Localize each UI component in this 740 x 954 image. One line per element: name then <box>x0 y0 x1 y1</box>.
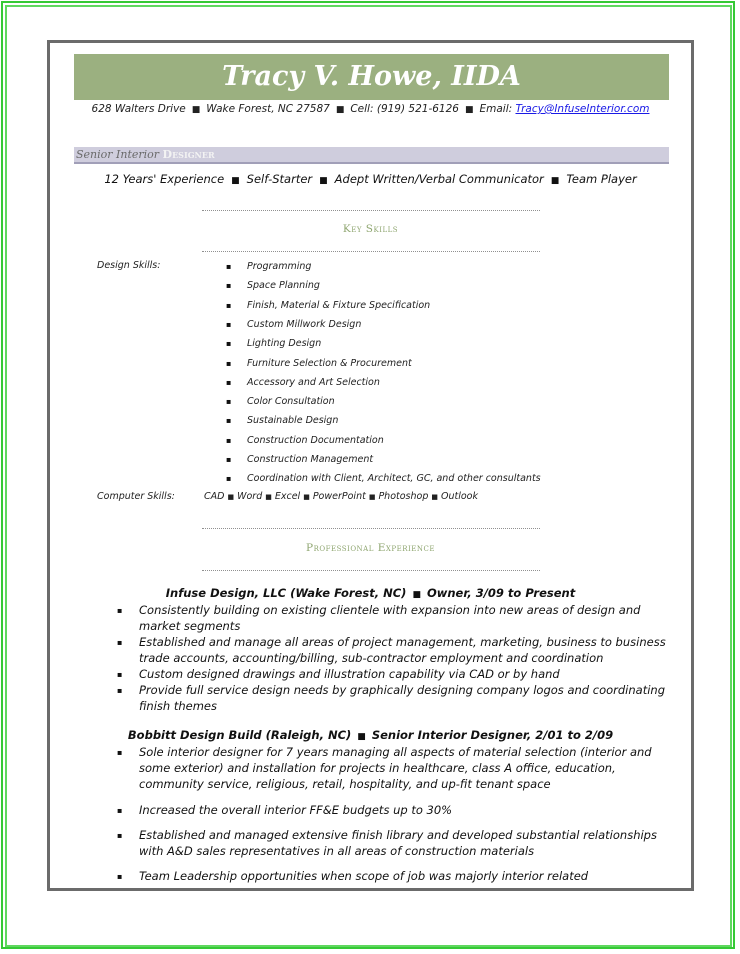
separator: ■ <box>265 493 272 501</box>
design-skill-item: Sustainable Design <box>247 415 339 426</box>
design-skills-label: Design Skills: <box>97 260 161 271</box>
separator: ■ <box>550 176 560 186</box>
divider <box>202 210 540 211</box>
separator: ■ <box>412 590 421 600</box>
job-bullet-text: Sole interior designer for 7 years managing all aspects of material selection (interior and some exterior) and installation for projects in healthcare, class A office, education, community service, religious, retail, hospitality, and up-fit tenant space <box>139 745 652 791</box>
name-banner <box>74 54 669 100</box>
experience-heading: Professional Experience <box>306 542 435 554</box>
separator: ■ <box>191 105 201 115</box>
key-skills-heading: Key Skills <box>342 223 399 235</box>
bullet: ▪ <box>117 872 123 881</box>
candidate-name: Tracy V. Howe, IIDA <box>222 61 521 92</box>
computer-skill: PowerPoint <box>312 491 366 502</box>
skill-bullet: ▪ <box>226 359 232 368</box>
job-bullet-text: Consistently building on existing clientele with expansion into new areas of design and market segments <box>139 603 641 633</box>
skill-bullet: ▪ <box>226 281 232 290</box>
separator: ■ <box>335 105 345 115</box>
computer-skills-label: Computer Skills: <box>97 491 175 502</box>
trait: 12 Years' Experience <box>104 172 225 186</box>
skill-bullet: ▪ <box>226 262 232 271</box>
divider <box>202 251 540 252</box>
job-company: Infuse Design, LLC (Wake Forest, NC) <box>165 586 407 600</box>
job-role: Senior Interior Designer, 2/01 to 2/09 <box>371 728 614 742</box>
contact-city: Wake Forest, NC 27587 <box>206 103 330 115</box>
design-skill-item: Construction Documentation <box>247 435 384 446</box>
divider <box>202 570 540 571</box>
design-skill-item: Furniture Selection & Procurement <box>247 358 412 369</box>
skill-bullet: ▪ <box>226 378 232 387</box>
job-bullet-text: Provide full service design needs by graphically designing company logos and coordinating finish themes <box>139 683 665 713</box>
email-link[interactable]: Tracy@InfuseInterior.com <box>515 103 650 115</box>
bullet: ▪ <box>117 670 123 679</box>
resume-page <box>47 40 694 891</box>
job-bullet-text: Increased the overall interior FF&E budgets up to 30% <box>139 803 453 817</box>
design-skill-item: Finish, Material & Fixture Specification <box>247 300 431 311</box>
traits-line <box>50 172 691 186</box>
computer-skills-list <box>204 491 478 502</box>
job-title-band <box>74 147 669 164</box>
separator: ■ <box>231 176 240 186</box>
job-title <box>76 148 215 161</box>
bullet: ▪ <box>117 638 123 647</box>
bullet: ▪ <box>117 831 123 840</box>
design-skill-item: Lighting Design <box>247 338 322 349</box>
bullet: ▪ <box>117 686 123 695</box>
separator: ■ <box>357 732 366 742</box>
skill-bullet: ▪ <box>226 436 232 445</box>
design-skill-item: Color Consultation <box>247 396 335 407</box>
bullet: ▪ <box>117 606 123 615</box>
separator: ■ <box>303 493 310 501</box>
email-label: Email: <box>479 103 513 115</box>
job-title-part1: Senior Interior <box>76 148 160 161</box>
computer-skill: Outlook <box>441 491 478 502</box>
design-skill-item: Accessory and Art Selection <box>247 377 380 388</box>
trait: Adept Written/Verbal Communicator <box>334 172 544 186</box>
computer-skill: Photoshop <box>378 491 429 502</box>
job-heading <box>50 586 691 600</box>
design-skill-item: Coordination with Client, Architect, GC, and other consultants <box>247 473 541 484</box>
separator: ■ <box>368 493 376 501</box>
contact-line <box>50 103 691 115</box>
computer-skill: CAD <box>204 491 225 502</box>
design-skill-item: Space Planning <box>247 280 320 291</box>
job-company: Bobbitt Design Build (Raleigh, NC) <box>127 728 352 742</box>
bullet: ▪ <box>117 748 123 757</box>
skill-bullet: ▪ <box>226 339 232 348</box>
skill-bullet: ▪ <box>226 397 232 406</box>
design-skill-item: Programming <box>247 261 312 272</box>
job-bullet-text: Team Leadership opportunities when scope of job was majorly interior related <box>139 869 589 883</box>
separator: ■ <box>319 176 328 186</box>
contact-cell: Cell: (919) 521-6126 <box>350 103 459 115</box>
design-skill-item: Construction Management <box>247 454 374 465</box>
job-heading <box>50 728 691 742</box>
job-bullet-text: Established and managed extensive finish library and developed substantial relationships with A&D sales representatives in all areas of construction materials <box>139 828 657 858</box>
skill-bullet: ▪ <box>226 320 232 329</box>
separator: ■ <box>431 493 438 501</box>
computer-skill: Excel <box>274 491 301 502</box>
skill-bullet: ▪ <box>226 416 232 425</box>
trait: Self-Starter <box>246 172 313 186</box>
skill-bullet: ▪ <box>226 301 232 310</box>
job-role: Owner, 3/09 to Present <box>426 586 576 600</box>
design-skill-item: Custom Millwork Design <box>247 319 362 330</box>
divider <box>202 528 540 529</box>
separator: ■ <box>227 493 235 501</box>
trait: Team Player <box>566 172 637 186</box>
contact-address: 628 Walters Drive <box>91 103 186 115</box>
computer-skill: Word <box>237 491 263 502</box>
job-bullet-text: Custom designed drawings and illustration capability via CAD or by hand <box>139 667 560 681</box>
skill-bullet: ▪ <box>226 474 232 483</box>
job-title-part2: Designer <box>162 148 215 161</box>
separator: ■ <box>464 105 474 115</box>
job-bullet-text: Established and manage all areas of project management, marketing, business to business trade accounts, accounting/billing, sub-contractor employment and coordination <box>139 635 666 665</box>
skill-bullet: ▪ <box>226 455 232 464</box>
bullet: ▪ <box>117 806 123 815</box>
